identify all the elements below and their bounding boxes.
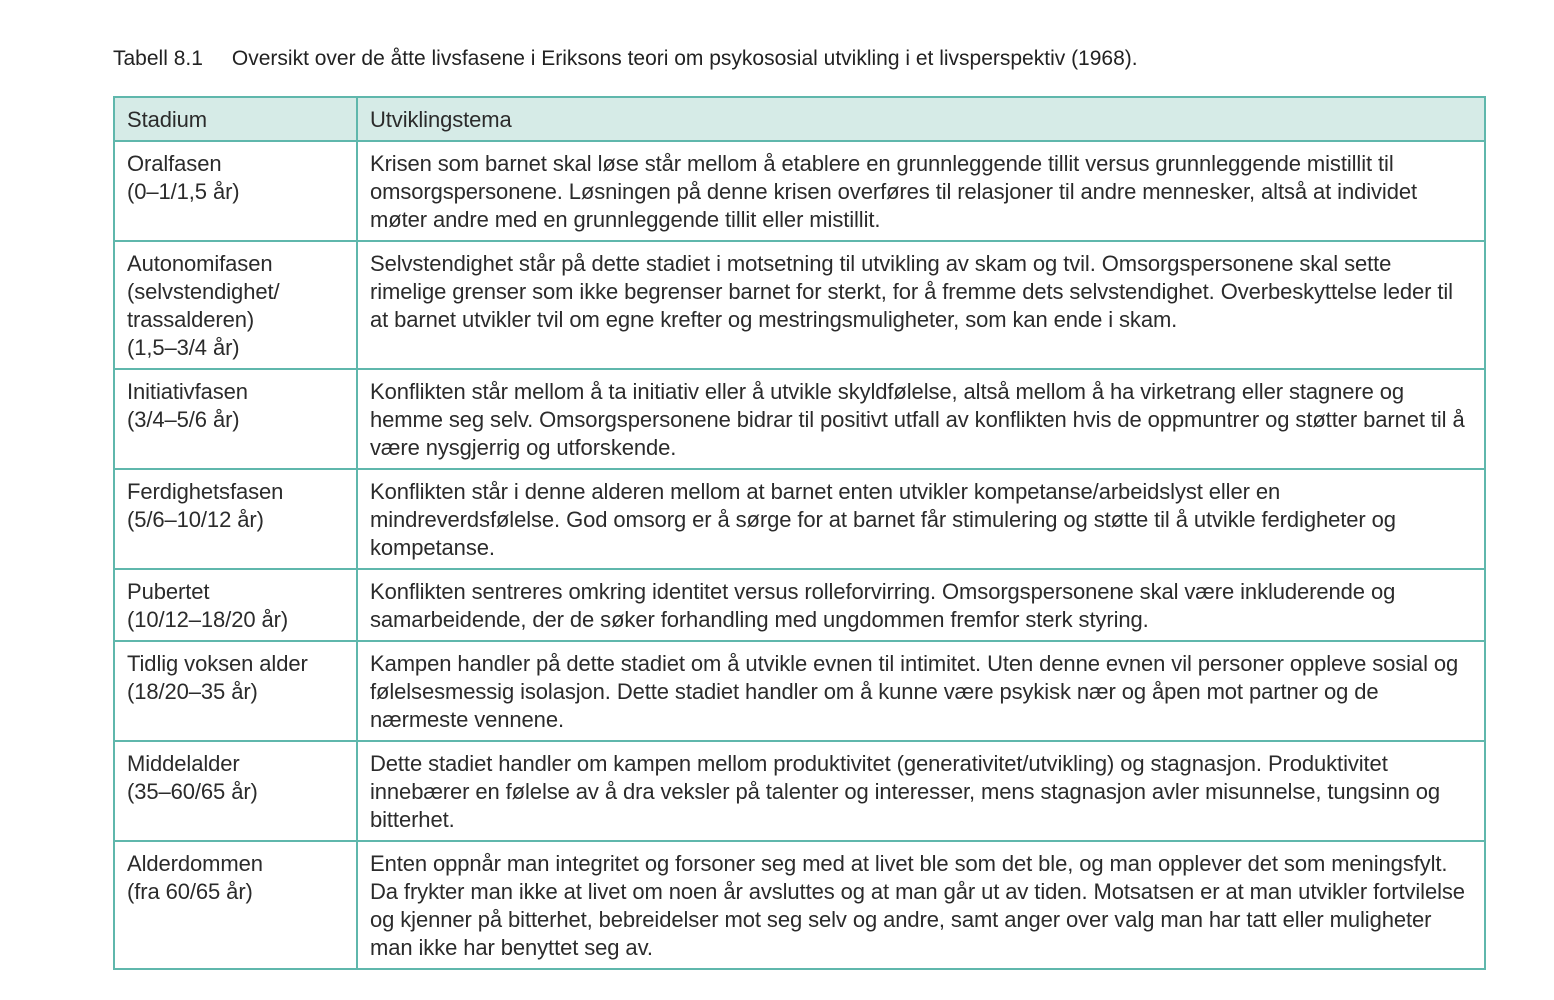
table-row — [114, 241, 1485, 369]
theme-cell: Kampen handler på dette stadiet om å utvikle evnen til intimitet. Uten denne evnen vil personer oppleve sosial og følelsesmessig isolasjon. Dette stadiet handler om å kunne være psykisk nær og åpen mot partner og de nærmeste vennene. — [357, 641, 1485, 741]
header-row — [114, 97, 1485, 141]
stage-cell — [114, 741, 357, 841]
theme-cell: Konflikten sentreres omkring identitet versus rolleforvirring. Omsorgspersonene skal være inkluderende og samarbeidende, der de søker forhandling med ungdommen fremfor sterk styring. — [357, 569, 1485, 641]
stage-name: Oralfasen — [127, 151, 222, 176]
stage-cell — [114, 569, 357, 641]
stage-name: Tidlig voksen alder — [127, 651, 308, 676]
stage-age: (18/20–35 år) — [127, 679, 258, 704]
stage-name: Alderdommen — [127, 851, 263, 876]
table-row — [114, 569, 1485, 641]
theme-cell: Selvstendighet står på dette stadiet i motsetning til utvikling av skam og tvil. Omsorgspersonene skal sette rimelige grenser som ikke begrenser barnet for sterkt, for å fremme dets selvstendighet. Overbeskyttelse leder til at barnet utvikler tvil om egne krefter og mestringsmuligheter, som kan ende i skam. — [357, 241, 1485, 369]
table-row — [114, 741, 1485, 841]
header-stadium: Stadium — [114, 97, 357, 141]
stage-name: Ferdighetsfasen — [127, 479, 284, 504]
table-row — [114, 369, 1485, 469]
stage-cell — [114, 241, 357, 369]
table-row — [114, 141, 1485, 241]
theme-cell: Krisen som barnet skal løse står mellom å etablere en grunnleggende tillit versus grunnleggende mistillit til omsorgspersonene. Løsningen på denne krisen overføres til relasjoner til andre mennesker, altså at individet møter andre med en grunnleggende tillit eller mistillit. — [357, 141, 1485, 241]
theme-cell: Konflikten står i denne alderen mellom at barnet enten utvikler kompetanse/arbeidslyst eller en mindreverdsfølelse. God omsorg er å sørge for at barnet får stimulering og støtte til å utvikle ferdigheter og kompetanse. — [357, 469, 1485, 569]
theme-cell: Dette stadiet handler om kampen mellom produktivitet (generativitet/utvikling) og stagnasjon. Produktivitet innebærer en følelse av å dra veksler på talenter og interesser, mens stagnasjon avler misunnelse, tungsinn og bitterhet. — [357, 741, 1485, 841]
stage-cell — [114, 369, 357, 469]
stage-cell — [114, 841, 357, 969]
stage-name: Initiativfasen — [127, 379, 248, 404]
caption-label: Tabell 8.1 — [113, 47, 203, 70]
stage-age: (0–1/1,5 år) — [127, 179, 240, 204]
header-utviklingstema: Utviklingstema — [357, 97, 1485, 141]
stage-name: Autonomifasen — [127, 251, 273, 276]
erikson-stages-table — [113, 96, 1486, 970]
theme-cell: Enten oppnår man integritet og forsoner seg med at livet ble som det ble, og man opplever det som meningsfylt. Da frykter man ikke at livet om noen år avsluttes og at man går ut av tiden. Motsatsen er at man utvikler fortvilelse og kjenner på bitterhet, bebreidelser mot seg selv og andre, samt anger over valg man har tatt eller muligheter man ikke har benyttet seg av. — [357, 841, 1485, 969]
table-row — [114, 641, 1485, 741]
stage-age: (5/6–10/12 år) — [127, 507, 264, 532]
stage-name: Middelalder — [127, 751, 240, 776]
stage-age: (selvstendighet/ trassalderen) (1,5–3/4 år) — [127, 279, 280, 360]
theme-cell: Konflikten står mellom å ta initiativ eller å utvikle skyldfølelse, altså mellom å ha virketrang eller stagnere og hemme seg selv. Omsorgspersonene bidrar til positivt utfall av konflikten hvis de oppmuntrer og støtter barnet til å være nysgjerrig og utforskende. — [357, 369, 1485, 469]
table-row — [114, 841, 1485, 969]
stage-name: Pubertet — [127, 579, 210, 604]
table-caption — [113, 45, 1138, 73]
stage-cell — [114, 641, 357, 741]
stage-age: (35–60/65 år) — [127, 779, 258, 804]
table-row — [114, 469, 1485, 569]
stage-age: (3/4–5/6 år) — [127, 407, 240, 432]
stage-age: (10/12–18/20 år) — [127, 607, 289, 632]
stage-cell — [114, 141, 357, 241]
stage-age: (fra 60/65 år) — [127, 879, 253, 904]
stage-cell — [114, 469, 357, 569]
caption-text: Oversikt over de åtte livsfasene i Eriksons teori om psykososial utvikling i et livsperspektiv (1968). — [231, 47, 1138, 70]
